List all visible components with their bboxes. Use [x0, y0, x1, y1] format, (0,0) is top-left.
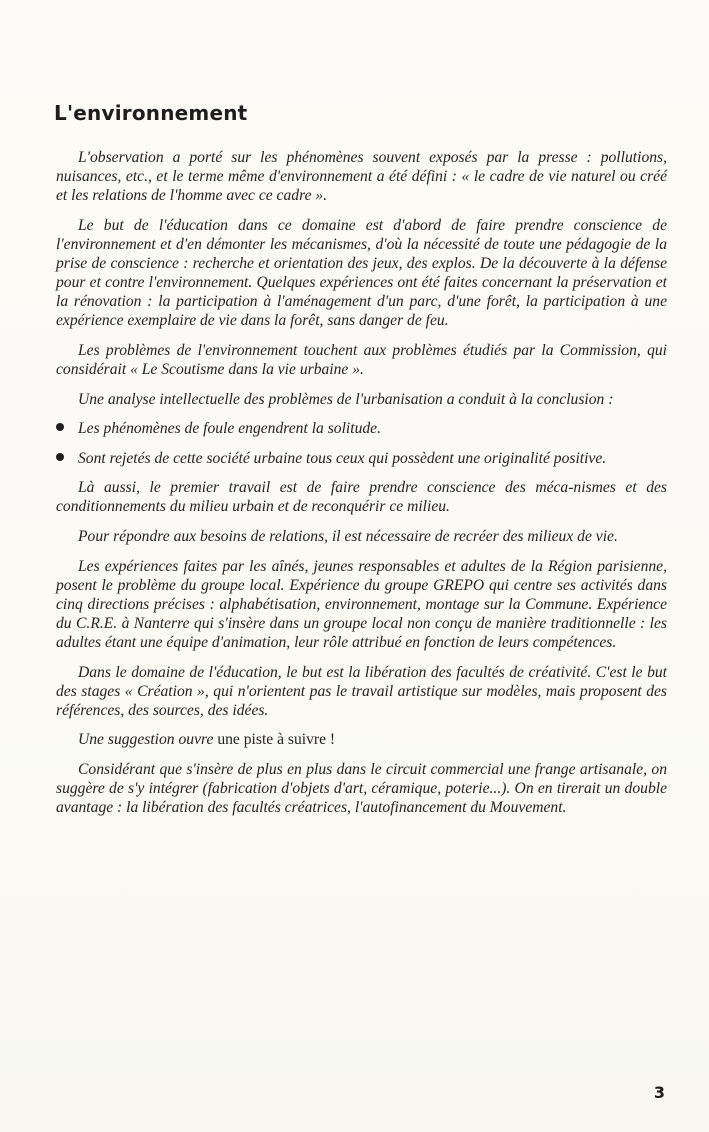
body-text [56, 148, 667, 828]
bullet-text: Les phénomènes de foule engendrent la solitude. [78, 420, 382, 438]
paragraph: Pour répondre aux besoins de relations, il est nécessaire de recréer des milieux de vie. [78, 528, 618, 545]
bullet-icon [56, 453, 64, 461]
paragraph: Là aussi, le premier travail est de faire prendre conscience des méca-nismes et des conditionnements du milieu urbain et de reconquérir ce milieu. [56, 479, 667, 516]
paragraph: Les expériences faites par les aînés, jeunes responsables et adultes de la Région parisienne, posent le problème du groupe local. Expérience du groupe GREPO qui centre ses activités dans cinq directions précises : alphabétisation, environnement, montage sur la Commune. Expérience du C.R.E. à Nanterre qui s'insère dans un groupe local non conçu de manière traditionnelle : les adultes étant une équipe d'animation, leur rôle attribué en fonction de leurs compétences. [56, 557, 667, 651]
bullet-icon [56, 423, 64, 431]
page-number: 3 [653, 1083, 665, 1102]
paragraph: Une analyse intellectuelle des problèmes de l'urbanisation a conduit à la conclusion : [78, 390, 614, 408]
section-heading: L'environnement [54, 101, 248, 125]
bullet-item [56, 449, 667, 468]
paragraph: Les problèmes de l'environnement touchent aux problèmes étudiés par la Commission, qui considérait « Le Scoutisme dans la vie urbaine ». [56, 341, 667, 378]
paragraph: Considérant que s'insère de plus en plus dans le circuit commercial une frange artisanale, on suggère de s'y intégrer (fabrication d'objets d'art, céramique, poterie...). On en tirerait un double avantage : la libération des facultés créatrices, l'autofinancement du Mouvement. [56, 760, 667, 817]
paragraph-italic-part: Une suggestion ouvre [78, 731, 214, 749]
bullet-item [56, 419, 667, 438]
paragraph [56, 730, 667, 749]
paragraph: L'observation a porté sur les phénomènes souvent exposés par la presse : pollutions, nuisances, etc., et le terme même d'environnement a été défini : « le cadre de vie naturel ou créé et les relations de l'homme avec ce cadre ». [56, 149, 667, 205]
bullet-text: Sont rejetés de cette société urbaine tous ceux qui possèdent une originalité positive. [78, 449, 607, 467]
paragraph: Le but de l'éducation dans ce domaine est d'abord de faire prendre conscience de l'environnement et d'en démonter les mécanismes, d'où la nécessité de toute une pédagogie de la prise de conscience : recherche et orientation des jeux, des explos. De la découverte à la défense pour et contre l'environnement. Quelques expériences ont été faites concernant la préservation et la rénovation : la participation à l'aménagement d'un parc, d'une forêt, la participation à une expérience exemplaire de vie dans la forêt, sans danger de feu. [56, 216, 667, 330]
paragraph-roman-part: une piste à suivre ! [217, 731, 336, 749]
paragraph: Dans le domaine de l'éducation, le but est la libération des facultés de créativité. C'est le but des stages « Création », qui n'orientent pas le travail artistique sur modèles, mais proposent des références, des sources, des idées. [56, 663, 667, 719]
